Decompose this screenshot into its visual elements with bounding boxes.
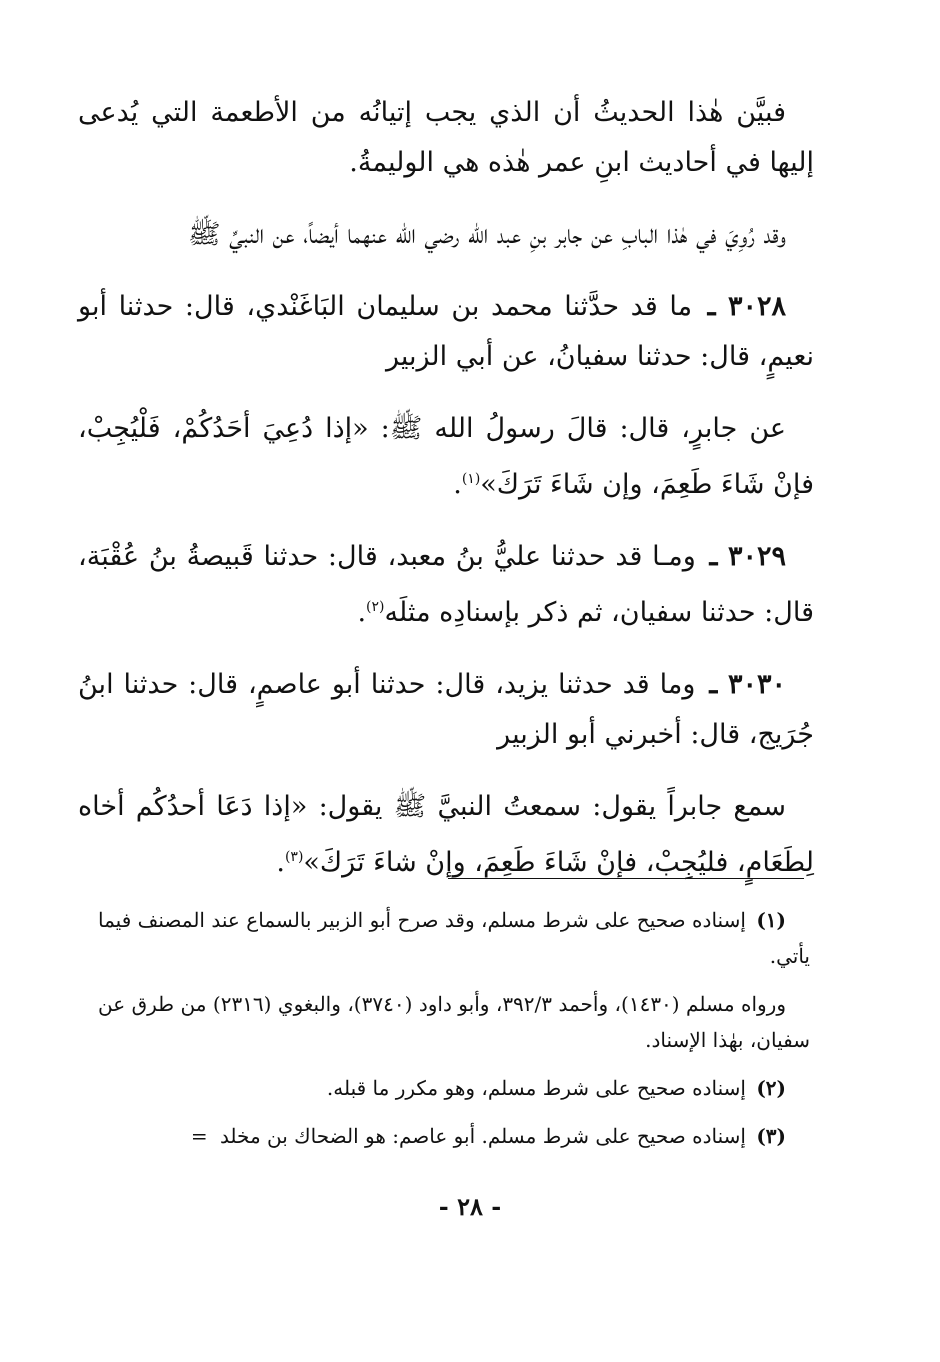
page-number: - ٢٨ - <box>438 1192 502 1221</box>
footnote-text: إسناده صحيح على شرط مسلم، وهو مكرر ما قبله. <box>326 1076 746 1100</box>
footnote-2 <box>98 1070 810 1106</box>
footnote-ref: (١) <box>461 471 481 487</box>
hadith-3030-text: سمع جابراً يقول: سمعتُ النبيَّ ﷺ يقول: «إذا دَعَا أحدُكُم أخاه لِطَعَامٍ، فليُجِبْ، فإنْ شَاءَ طَعِمَ، وإنْ شاءَ تَرَكَ»$^{(٣)}$. <box>78 791 814 878</box>
paragraph-text: وما قد حدثنا يزيد، قال: حدثنا أبو عاصمٍ، قال: حدثنا ابنُ جُرَيج، قال: أخبرني أبو الزبير <box>78 669 814 750</box>
footnote-ref: (٢) <box>366 599 385 615</box>
hadith-3030-chain <box>78 660 814 760</box>
continuation-mark: = <box>190 1124 208 1148</box>
paragraph-text: ما قد حدَّثنا محمد بن سليمان البَاغَنْدي، قال: حدثنا أبو نعيمٍ، قال: حدثنا سفيانُ، عن أبي الزبير <box>78 291 814 372</box>
hadith-number: ٣٠٢٩ ـ <box>709 541 786 572</box>
paragraph-text: فبيَّن هٰذا الحديثُ أن الذي يجب إتيانُه من الأطعمة التي يُدعى إليها في أحاديث ابنِ عمر هٰذه هي الوليمةُ. <box>78 97 814 178</box>
main-text <box>78 88 814 910</box>
footnote-number: (٣) <box>756 1124 786 1148</box>
paragraph-intro <box>78 88 814 188</box>
paragraph-text: ومـا قد حدثنا عليُّ بنُ معبد، قال: حدثنا قَبيصةُ بنُ عُقْبَة، قال: حدثنا سفيان، ثم ذكر بإسنادِه مثلَه <box>78 541 814 628</box>
footnote-1 <box>98 902 810 974</box>
footnote-1-sources <box>98 986 810 1058</box>
footnote-text: ورواه مسلم (١٤٣٠)، وأحمد ٣٩٢/٣، وأبو داود (٣٧٤٠)، والبغوي (٢٣١٦) من طرق عن سفيان، بهٰذا الإسناد. <box>98 992 810 1052</box>
paragraph-jabir-narration <box>78 210 814 260</box>
paragraph-text: عن جابرٍ، قال: قالَ رسولُ الله ﷺ: «إذا دُعِيَ أحَدُكُمْ، فَلْيُجِبْ، فإنْ شَاءَ طَعِمَ، وإن شَاءَ تَرَكَ» <box>78 413 814 500</box>
hadith-3028-text: عن جابرٍ، قال: قالَ رسولُ الله ﷺ: «إذا دُعِيَ أحَدُكُمْ، فَلْيُجِبْ، فإنْ شَاءَ طَعِمَ، وإن شَاءَ تَرَكَ»$^{(١)}$. <box>78 413 814 500</box>
hadith-number: ٣٠٣٠ ـ <box>709 669 787 700</box>
hadith-3029: ٣٠٢٩ ـ ومـا قد حدثنا عليُّ بنُ معبد، قال: حدثنا قَبيصةُ بنُ عُقْبَة، قال: حدثنا سفيان، ثم ذكر بإسنادِه مثلَه$^{(٢)}$. <box>78 541 814 628</box>
footnote-number: (٢) <box>756 1076 786 1100</box>
hadith-number: ٣٠٢٨ ـ <box>707 291 787 322</box>
footnote-divider <box>448 878 804 879</box>
hadith-3028-chain <box>78 282 814 382</box>
footnote-ref: (٣) <box>284 849 304 865</box>
footnote-3 <box>98 1118 810 1154</box>
footnote-text: إسناده صحيح على شرط مسلم. أبو عاصم: هو الضحاك بن مخلد <box>219 1124 746 1148</box>
footnote-text: إسناده صحيح على شرط مسلم، وقد صرح أبو الزبير بالسماع عند المصنف فيما يأتي. <box>98 908 810 968</box>
footnotes <box>98 902 810 1166</box>
paragraph-text: سمع جابراً يقول: سمعتُ النبيَّ ﷺ يقول: «إذا دَعَا أحدُكُم أخاه لِطَعَامٍ، فليُجِبْ، فإنْ شَاءَ طَعِمَ، وإنْ شاءَ تَرَكَ» <box>78 791 814 878</box>
footnote-number: (١) <box>756 908 787 932</box>
paragraph-text: وقد رُوِيَ في هٰذا البابِ عن جابر بنِ عبد الله رضي الله عنهما أيضاً، عن النبيِّ ﷺ <box>187 219 786 250</box>
